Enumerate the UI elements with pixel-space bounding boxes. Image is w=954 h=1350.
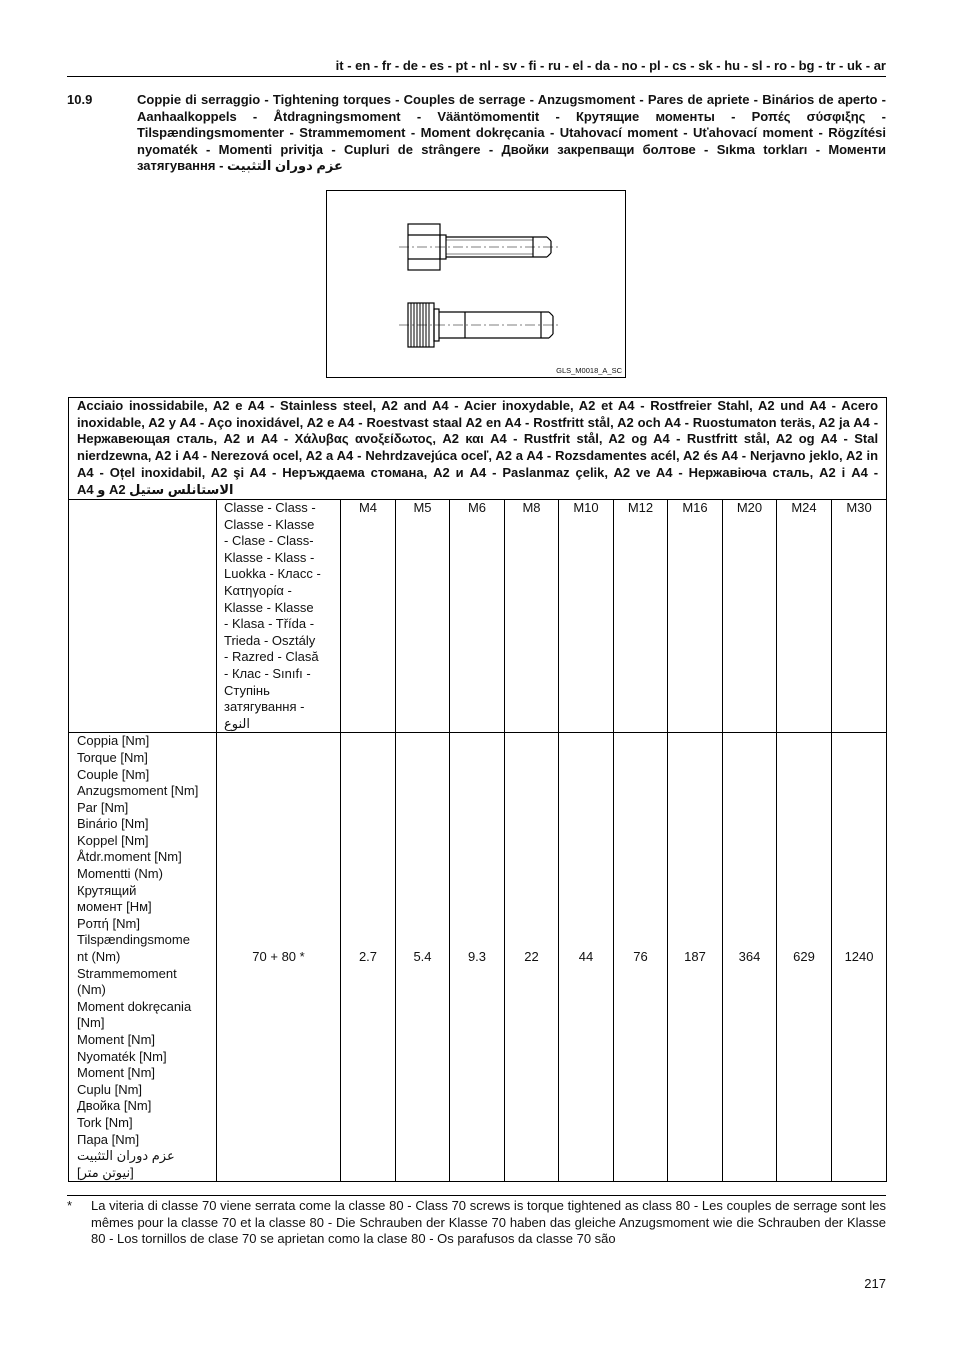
class-line-arabic: النوع [224,715,250,731]
torque-label-line: Cuplu [Nm] [77,1081,143,1097]
size-m16: M16 [668,500,723,733]
section-title: Coppie di serraggio - Tightening torques - Couples de serrage - Anzugsmoment - Pares de apriete - Binários de aperto - Aanhaalkoppels - Åtdragningsmoment - Vääntömomentit - Крутящие моменты - Ροπές σύσφιξης - Tilspændingsmomenter - Strammemoment - Moment dokręcania - Utahovací moment - Uťahovací moment - Rögzítési nyomaték - Momenti privitja - Cupluri de strângere - Двойки закрепващи болтове - Sıkma torkları - Моменти затягування - عزم دوران التثبيت [137,92,886,173]
torque-label-line: [Nm] [77,1015,105,1031]
size-m24: M24 [777,500,832,733]
size-m20: M20 [723,500,777,733]
torque-value-m4: 2.7 [341,733,396,1182]
size-m5: M5 [396,500,450,733]
torque-label-line: Moment [Nm] [77,1065,156,1081]
class-line: - Razred - Clasă [224,649,319,665]
torque-value-m10: 44 [559,733,614,1182]
torque-label-line: момент [Нм] [77,899,152,915]
torque-label-line: Par [Nm] [77,799,129,815]
bolt-drawing [327,191,625,377]
footnote-marker: * [67,1198,73,1213]
torque-label-line-arabic: [نيوتن متر] [77,1164,134,1180]
class-value: 70 + 80 * [217,733,341,1182]
torque-label-line: Moment dokręcania [77,998,192,1014]
torque-value-m20: 364 [723,733,777,1182]
size-m12: M12 [614,500,668,733]
torque-value-m30: 1240 [832,733,887,1182]
class-line: - Клас - Sınıfı - [224,665,311,681]
torque-label-line: (Nm) [77,982,106,998]
size-header-row [69,500,887,733]
empty-corner-cell [69,500,217,733]
class-header-cell [217,500,341,733]
torque-label-line: nt (Nm) [77,949,121,965]
torque-label-line: Coppia [Nm] [77,733,150,749]
torque-label-line: Пара [Nm] [77,1131,140,1147]
torque-label-line: Åtdr.moment [Nm] [77,849,182,865]
torque-label-line: Momentti (Nm) [77,866,163,882]
class-line: Trieda - Osztály [224,632,316,648]
table-heading-row [69,398,887,500]
class-line: - Klasa - Třída - [224,616,315,632]
class-line: Ступінь [224,682,270,698]
class-line: Luokka - Класс - [224,566,321,582]
footnote-text: La viteria di classe 70 viene serrata come la classe 80 - Class 70 screws is torque tightened as class 80 - Les couples de serrage sont les mêmes pour la classe 70 et la classe 80 - Die Schrauben der Klasse 70 haben das gleiche Anzugsmoment wie die Schrauben der Klasse 80 - Los tornillos de clase 70 se aprietan como la clase 80 - Os parafusos da classe 70 são [91,1198,886,1246]
class-line: затягування - [224,699,305,715]
torque-label-line: Couple [Nm] [77,766,150,782]
class-line: Klasse - Klass - [224,549,315,565]
torque-label-line-arabic: عزم دوران التثبيت [77,1148,175,1164]
torque-label-line: Nyomaték [Nm] [77,1048,167,1064]
torque-value-m16: 187 [668,733,723,1182]
size-m30: M30 [832,500,887,733]
torque-label-line: Koppel [Nm] [77,832,149,848]
torque-label-line: Ροπή [Nm] [77,915,140,931]
bolt-figure [326,190,626,378]
torque-value-m5: 5.4 [396,733,450,1182]
size-m6: M6 [450,500,505,733]
material-heading-arabic: الاستانلس ستيل A2 و A4 [77,481,234,497]
size-m10: M10 [559,500,614,733]
size-m4: M4 [341,500,396,733]
torque-value-m24: 629 [777,733,832,1182]
footnote-rule [67,1195,886,1196]
torque-value-m6: 9.3 [450,733,505,1182]
torque-label-line: Binário [Nm] [77,816,149,832]
torque-label-line: Moment [Nm] [77,1032,156,1047]
torque-label-line: Strammemoment [77,965,177,981]
torque-label-line: Крутящий [77,882,137,898]
section-number: 10.9 [67,92,93,107]
torque-table [68,397,887,1182]
torque-label-line: Tork [Nm] [77,1114,133,1130]
class-line: Κατηγορία - [224,582,292,598]
torque-label-cell [69,733,217,1182]
material-heading [69,398,887,500]
header-rule [67,76,886,77]
figure-code: GLS_M0018_A_SC [556,366,622,375]
torque-value-m8: 22 [505,733,559,1182]
torque-label-line: Tilspændingsmome [77,932,190,948]
class-line: Classe - Klasse [224,516,315,532]
class-line: - Clase - Class- [224,533,314,549]
class-line: Classe - Class - [224,500,316,515]
torque-row [69,733,887,1182]
torque-label-line: Anzugsmoment [Nm] [77,783,199,799]
size-m8: M8 [505,500,559,733]
language-bar: it - en - fr - de - es - pt - nl - sv - fi - ru - el - da - no - pl - cs - sk - hu - sl - ro - bg - tr - uk - ar [335,58,886,73]
torque-label-line: Двойка [Nm] [77,1098,152,1114]
torque-value-m12: 76 [614,733,668,1182]
material-heading-text: Acciaio inossidabile, A2 e A4 - Stainless steel, A2 and A4 - Acier inoxydable, A2 et A4 - Rostfreier Stahl, A2 und A4 - Acero inoxidable, A2 y A4 - Aço inoxidável, A2 e A4 - Roestvast staal A2 en A4 - Rostfritt stål, A2 och A4 - Ruostumaton teräs, A2 ja A4 - Нержавеющая сталь, A2 и A4 - Χάλυβας ανοξείδωτος, A2 και A4 - Rustfrit stål, A2 og A4 - Rustfritt stål, A2 og A4 - Stal nierdzewna, A2 i A4 - Nerezová ocel, A2 a A4 - Nehrdzavejúca oceľ, A2 a A4 - Rozsdamentes acél, A2 és A4 - Nerjavno jeklo, A2 in A4 - Oțel inoxidabil, A2 şi A4 - Неръждаема стомана, A2 и A4 - Paslanmaz çelik, A2 ve A4 - Нержавіюча сталь, A2 і A4 - [77,398,879,480]
page-number: 217 [864,1276,886,1291]
class-line: Klasse - Klasse [224,599,314,615]
torque-label-line: Torque [Nm] [77,749,148,765]
